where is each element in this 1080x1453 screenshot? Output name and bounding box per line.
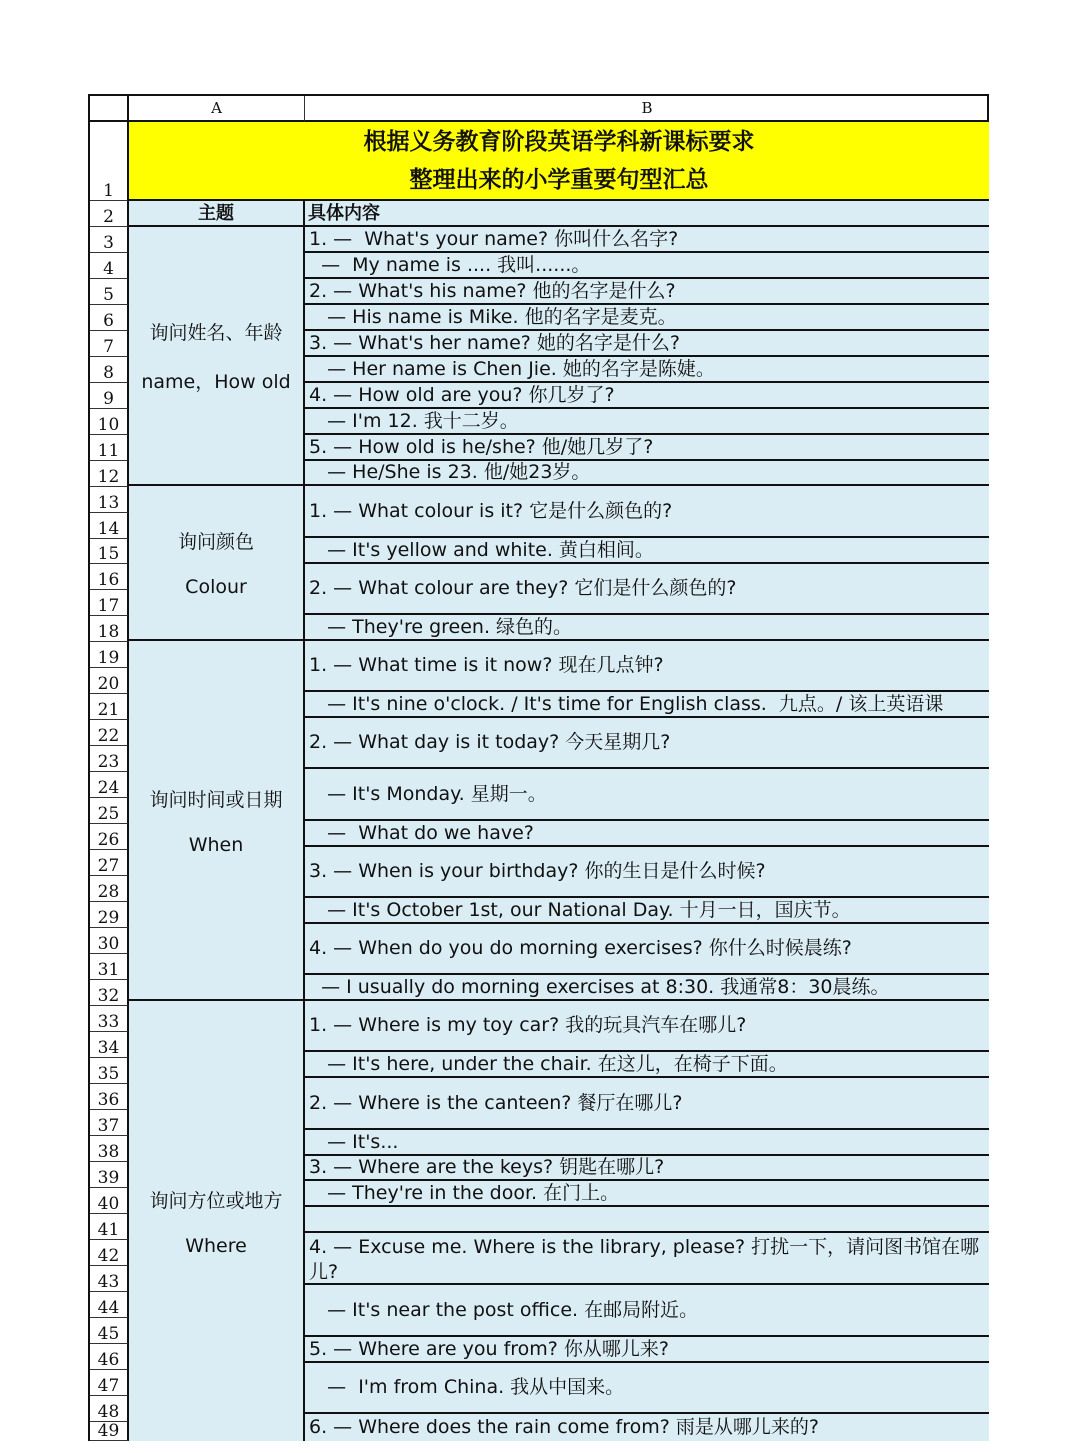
row-number[interactable] <box>90 928 129 954</box>
row-number[interactable] <box>90 539 129 564</box>
content-cell[interactable]: 2. — What's his name? 他的名字是什么? <box>305 279 989 305</box>
row-number[interactable] <box>90 980 129 1006</box>
row-number-label: 4 <box>103 259 114 279</box>
content-cell[interactable]: 3. — What's her name? 她的名字是什么? <box>305 331 989 357</box>
row-number-label: 15 <box>97 544 120 564</box>
row-number-label: 1 <box>103 181 114 201</box>
content-cell[interactable]: 4. — How old are you? 你几岁了? <box>305 383 989 409</box>
row-number-label: 2 <box>103 207 114 227</box>
row-number-label: 9 <box>103 389 114 409</box>
row-number[interactable] <box>90 798 129 824</box>
content-cell[interactable]: — He/She is 23. 他/她23岁。 <box>305 461 989 486</box>
topic-cell[interactable] <box>129 641 305 1001</box>
content-cell[interactable]: — What do we have? <box>305 821 989 847</box>
content-cell[interactable]: 3. — When is your birthday? 你的生日是什么时候? <box>305 847 989 898</box>
row-number-label: 46 <box>97 1350 120 1370</box>
content-cell[interactable]: — It's nine o'clock. / It's time for English class. 九点。/ 该上英语课 <box>305 692 989 718</box>
row-number[interactable] <box>90 954 129 980</box>
row-number[interactable] <box>90 253 129 279</box>
row-number[interactable] <box>90 1370 129 1396</box>
row-number[interactable] <box>90 409 129 435</box>
content-cell[interactable]: 5. — Where are you from? 你从哪儿来? <box>305 1337 989 1363</box>
content-cell[interactable]: 2. — Where is the canteen? 餐厅在哪儿? <box>305 1078 989 1130</box>
content-cell[interactable]: — It's yellow and white. 黄白相间。 <box>305 538 989 564</box>
row-number[interactable] <box>90 1188 129 1214</box>
row-number-label: 28 <box>97 882 120 902</box>
row-number[interactable] <box>90 1214 129 1240</box>
topic-zh: 询问时间或日期 <box>149 788 283 811</box>
title-line-2: 整理出来的小学重要句型汇总 <box>409 166 709 193</box>
row-number[interactable] <box>90 642 129 668</box>
title-cell <box>129 122 989 201</box>
topic-en: name，How old <box>141 370 291 393</box>
row-number-label: 13 <box>97 493 120 513</box>
row-number-label: 27 <box>97 856 120 876</box>
row-number-label: 25 <box>97 804 120 824</box>
row-number-label: 6 <box>103 311 114 331</box>
topic-cell[interactable] <box>129 486 305 641</box>
row-number-label: 3 <box>103 233 114 253</box>
row-number-label: 39 <box>97 1168 120 1188</box>
row-number-label: 21 <box>97 700 120 720</box>
row-number[interactable] <box>90 1162 129 1188</box>
row-number[interactable] <box>90 487 129 513</box>
content-cell[interactable]: — It's October 1st, our National Day. 十月一日，国庆节。 <box>305 898 989 924</box>
content-cell[interactable]: — It's near the post office. 在邮局附近。 <box>305 1285 989 1337</box>
content-cell[interactable]: 1. — What time is it now? 现在几点钟? <box>305 641 989 692</box>
row-number-label: 34 <box>97 1038 120 1058</box>
row-number-label: 36 <box>97 1090 120 1110</box>
row-number[interactable] <box>90 1422 129 1441</box>
content-cell[interactable]: 2. — What colour are they? 它们是什么颜色的? <box>305 564 989 615</box>
content-cell[interactable]: 3. — Where are the keys? 钥匙在哪儿? <box>305 1156 989 1181</box>
topic-zh: 询问方位或地方 <box>149 1189 283 1212</box>
row-number[interactable] <box>90 279 129 305</box>
topic-zh: 询问姓名、年龄 <box>149 321 283 344</box>
row-number-label: 10 <box>97 415 120 435</box>
row-number[interactable] <box>90 1110 129 1136</box>
row-number[interactable] <box>90 305 129 331</box>
row-number[interactable] <box>90 1344 129 1370</box>
content-cell[interactable]: 1. — What's your name? 你叫什么名字? <box>305 227 989 253</box>
row-number-label: 33 <box>97 1012 120 1032</box>
row-number-label: 41 <box>97 1220 120 1240</box>
row-number-label: 7 <box>103 337 114 357</box>
row-number-label: 29 <box>97 908 120 928</box>
topic-en: Where <box>185 1234 247 1257</box>
content-cell[interactable]: — His name is Mike. 他的名字是麦克。 <box>305 305 989 331</box>
column-header-a[interactable]: A <box>129 96 305 122</box>
row-number-label: 38 <box>97 1142 120 1162</box>
row-number[interactable] <box>90 1318 129 1344</box>
row-number-label: 42 <box>97 1246 120 1266</box>
topic-en: When <box>188 833 244 856</box>
content-cell[interactable]: 5. — How old is he/she? 他/她几岁了? <box>305 435 989 461</box>
row-number-label: 47 <box>97 1376 120 1396</box>
row-number[interactable] <box>90 1240 129 1266</box>
row-number[interactable] <box>90 357 129 383</box>
row-number[interactable] <box>90 746 129 772</box>
content-cell[interactable]: 1. — Where is my toy car? 我的玩具汽车在哪儿? <box>305 1001 989 1052</box>
row-number[interactable] <box>90 564 129 590</box>
spreadsheet <box>88 94 989 1441</box>
row-number[interactable] <box>90 1032 129 1058</box>
row-number[interactable] <box>90 435 129 461</box>
content-cell[interactable] <box>305 1207 989 1233</box>
content-cell[interactable]: — I'm 12. 我十二岁。 <box>305 409 989 435</box>
row-number-label: 16 <box>97 570 120 590</box>
row-number-label: 37 <box>97 1116 120 1136</box>
row-number-label: 48 <box>97 1402 120 1422</box>
row-number[interactable] <box>90 850 129 876</box>
content-cell[interactable]: 6. — Where does the rain come from? 雨是从哪儿来的? <box>305 1414 989 1441</box>
row-number-label: 44 <box>97 1298 120 1318</box>
row-number[interactable] <box>90 331 129 357</box>
content-cell[interactable]: 4. — Excuse me. Where is the library, please? 打扰一下，请问图书馆在哪儿? <box>305 1233 989 1285</box>
row-number[interactable] <box>90 824 129 850</box>
content-cell[interactable]: 2. — What day is it today? 今天星期几? <box>305 718 989 769</box>
row-number[interactable] <box>90 772 129 798</box>
content-cell[interactable]: — They're green. 绿色的。 <box>305 615 989 641</box>
row-number-label: 11 <box>97 441 120 461</box>
row-number-label: 18 <box>97 622 120 642</box>
row-number-label: 23 <box>97 752 120 772</box>
row-number[interactable] <box>90 1266 129 1292</box>
content-cell[interactable]: — I usually do morning exercises at 8:30. 我通常8：30晨练。 <box>305 975 989 1001</box>
row-number[interactable] <box>90 201 129 227</box>
row-number[interactable] <box>90 383 129 409</box>
content-cell[interactable]: — Her name is Chen Jie. 她的名字是陈婕。 <box>305 357 989 383</box>
row-number[interactable] <box>90 122 129 201</box>
content-cell[interactable]: — It's Monday. 星期一。 <box>305 769 989 821</box>
content-cell[interactable]: — I'm from China. 我从中国来。 <box>305 1363 989 1414</box>
row-number-label: 14 <box>97 519 120 539</box>
row-number-label: 40 <box>97 1194 120 1214</box>
row-number-label: 30 <box>97 934 120 954</box>
row-number-label: 12 <box>97 467 120 487</box>
row-number[interactable] <box>90 1292 129 1318</box>
row-number[interactable] <box>90 1058 129 1084</box>
row-number[interactable] <box>90 876 129 902</box>
row-number-label: 17 <box>97 596 120 616</box>
row-number-label: 26 <box>97 830 120 850</box>
header-content: 具体内容 <box>305 201 989 227</box>
row-number[interactable] <box>90 1136 129 1162</box>
content-cell[interactable]: — They're in the door. 在门上。 <box>305 1181 989 1207</box>
row-number-label: 22 <box>97 726 120 746</box>
row-number-label: 49 <box>97 1421 120 1441</box>
header-topic: 主题 <box>129 201 305 227</box>
column-header-b[interactable]: B <box>305 96 989 122</box>
row-number[interactable] <box>90 461 129 487</box>
row-number-label: 19 <box>97 648 120 668</box>
row-number-label: 20 <box>97 674 120 694</box>
row-number[interactable] <box>90 902 129 928</box>
title-line-1: 根据义务教育阶段英语学科新课标要求 <box>363 128 755 155</box>
row-number-label: 5 <box>103 285 114 305</box>
row-number[interactable] <box>90 513 129 539</box>
topic-cell[interactable] <box>129 1001 305 1441</box>
row-number[interactable] <box>90 227 129 253</box>
content-cell[interactable]: 1. — What colour is it? 它是什么颜色的? <box>305 486 989 538</box>
row-number[interactable] <box>90 1006 129 1032</box>
content-cell[interactable]: 4. — When do you do morning exercises? 你什么时候晨练? <box>305 924 989 975</box>
row-number-label: 8 <box>103 363 114 383</box>
row-number[interactable] <box>90 694 129 720</box>
topic-zh: 询问颜色 <box>177 531 254 553</box>
row-number[interactable] <box>90 668 129 694</box>
row-number-label: 43 <box>97 1272 120 1292</box>
row-number-label: 35 <box>97 1064 120 1084</box>
row-number[interactable] <box>90 1396 129 1422</box>
corner-cell[interactable] <box>90 96 129 122</box>
row-number[interactable] <box>90 590 129 616</box>
row-number-label: 24 <box>97 778 120 798</box>
topic-en: Colour <box>185 576 247 598</box>
content-cell[interactable]: — It's... <box>305 1130 989 1156</box>
row-number-label: 31 <box>97 960 120 980</box>
row-number-label: 32 <box>97 986 120 1006</box>
content-cell[interactable]: — It's here, under the chair. 在这儿，在椅子下面。 <box>305 1052 989 1078</box>
row-number[interactable] <box>90 1084 129 1110</box>
row-number-label: 45 <box>97 1324 120 1344</box>
content-cell[interactable]: — My name is .... 我叫......。 <box>305 253 989 279</box>
topic-cell[interactable] <box>129 227 305 486</box>
row-number[interactable] <box>90 616 129 642</box>
row-number[interactable] <box>90 720 129 746</box>
